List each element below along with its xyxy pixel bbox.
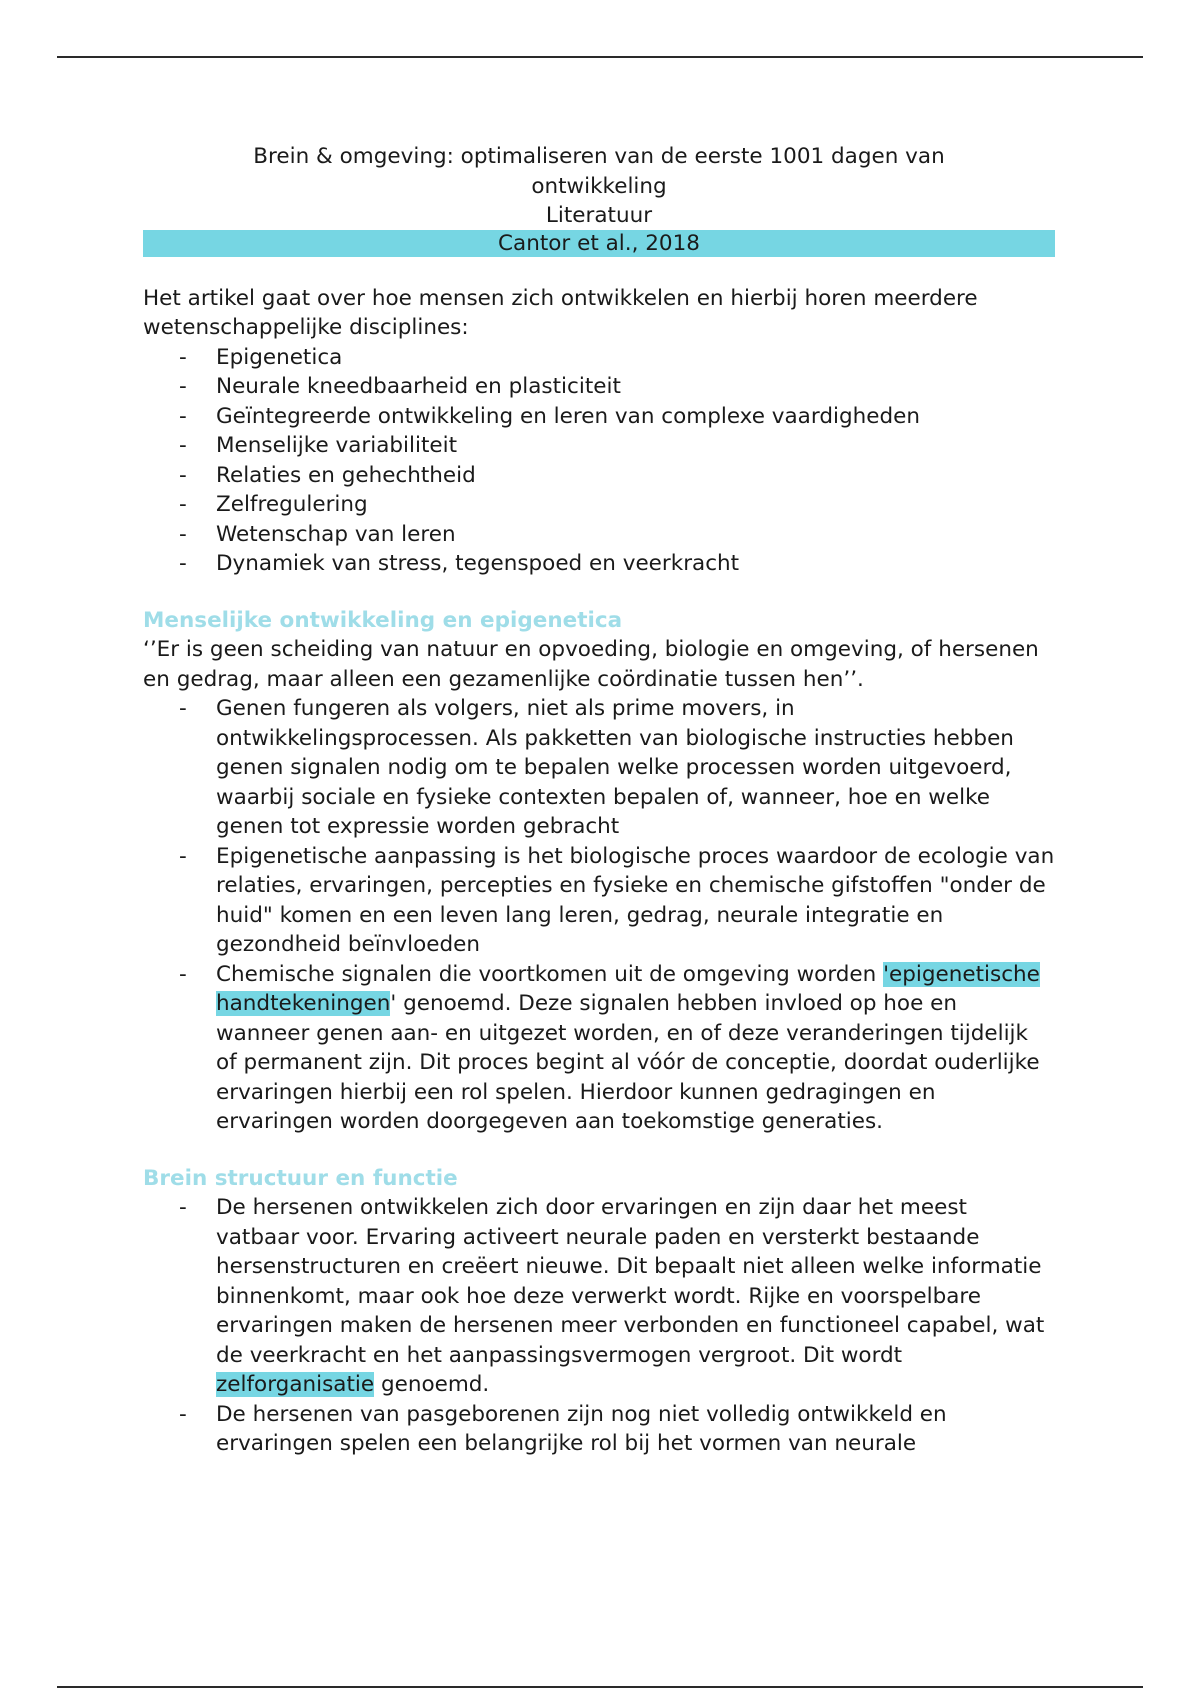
bullet-text: De hersenen ontwikkelen zich door ervaringen en zijn daar het meest vatbaar voor. Ervaring activeert neurale paden en versterkt bestaande hersenstructuren en creëert nieuwe. Dit bepaalt niet alleen welke informatie binnenkomt, maar ook hoe deze verwerkt wordt. Rijke en voorspelbare ervaringen maken de hersenen meer verbonden en functioneel capabel, wat de veerkracht en het aanpassingsvermogen vergroot. Dit wordt [216,1195,1045,1368]
list-item: - Dynamiek van stress, tegenspoed en veerkracht [216,549,1055,579]
list-item: - Epigenetica [216,343,1055,373]
bottom-rule [57,1686,1143,1688]
section-heading-epigenetics: Menselijke ontwikkeling en epigenetica [143,607,623,633]
document-title-line-1: Brein & omgeving: optimaliseren van de eerste 1001 dagen van [253,144,945,169]
list-item [216,960,1055,1137]
section-heading-brain: Brein structuur en functie [143,1165,458,1191]
list-item: - Neurale kneedbaarheid en plasticiteit [216,372,1055,402]
document-subtitle: Literatuur [545,203,653,228]
list-item: - Relaties en gehechtheid [216,461,1055,491]
bullet-text: ' genoemd. Deze signalen hebben invloed op hoe en wanneer genen aan- en uitgezet worden, en of deze veranderingen tijdelijk of permanent zijn. Dit proces begint al vóór de conceptie, doordat ouderlijke ervaringen hierbij een rol spelen. Hierdoor kunnen gedragingen en ervaringen worden doorgegeven aan toekomstige generaties. [216,991,1040,1134]
highlighted-term: 'epigenetische handtekeningen [216,961,1040,1016]
bullet-text: Chemische signalen die voortkomen uit de omgeving worden [216,961,884,987]
highlighted-term: zelforganisatie [216,1372,375,1397]
list-item: - Epigenetische aanpassing is het biologische proces waardoor de ecologie van relaties, ervaringen, percepties en fysieke en chemische gifstoffen "onder de huid" komen en een leven lang leren, gedrag, neurale integratie en gezondheid beïnvloeden [216,842,1055,960]
document-body [143,142,1055,1459]
list-item [216,1193,1055,1400]
list-item: - Zelfregulering [216,490,1055,520]
list-item: - Genen fungeren als volgers, niet als prime movers, in ontwikkelingsprocessen. Als pakketten van biologische instructies hebben genen signalen nodig om te bepalen welke processen worden uitgevoerd, waarbij sociale en fysieke contexten bepalen of, wanneer, hoe en welke genen tot expressie worden gebracht [216,694,1055,842]
document-title-line-2: ontwikkeling [531,173,667,199]
top-rule [57,56,1143,58]
intro-paragraph: Het artikel gaat over hoe mensen zich ontwikkelen en hierbij horen meerdere wetenschappelijke disciplines: [143,285,978,340]
quote-paragraph: ‘’Er is geen scheiding van natuur en opvoeding, biologie en omgeving, of hersenen en gedrag, maar alleen een gezamenlijke coördinatie tussen hen’’. [143,637,1039,692]
title-block [143,142,1055,231]
bullet-text: genoemd. [374,1372,490,1397]
list-item: - De hersenen van pasgeborenen zijn nog niet volledig ontwikkeld en ervaringen spelen een belangrijke rol bij het vormen van neurale [216,1400,1055,1459]
list-item: - Menselijke variabiliteit [216,431,1055,461]
citation-bar: Cantor et al., 2018 [143,230,1055,257]
list-item: - Wetenschap van leren [216,520,1055,550]
brain-bullets [143,1193,1055,1459]
discipline-list [143,343,1055,579]
list-item: - Geïntegreerde ontwikkeling en leren van complexe vaardigheden [216,402,1055,432]
epigenetics-bullets [143,694,1055,1137]
